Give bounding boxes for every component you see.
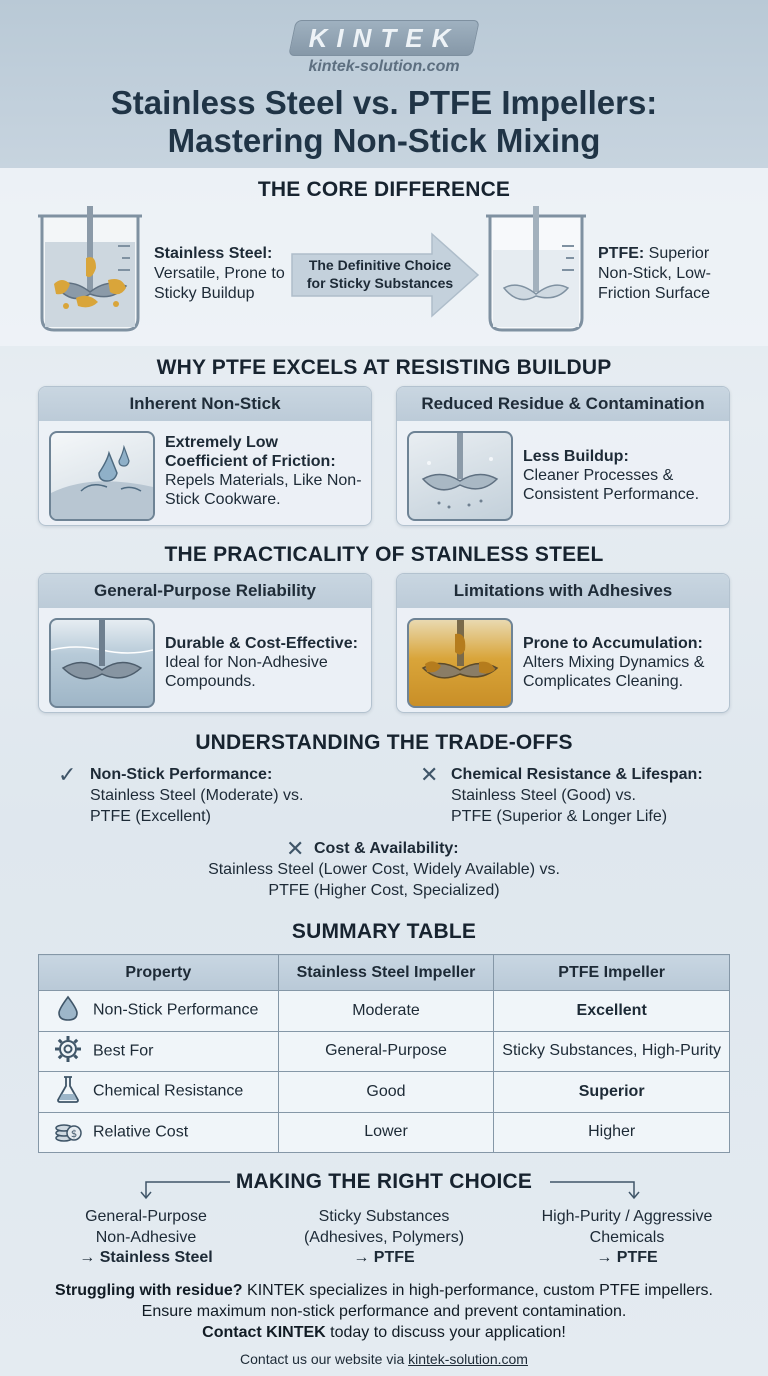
table-header-row xyxy=(39,955,730,991)
water-droplets-illustration xyxy=(49,431,155,521)
card-body xyxy=(165,433,363,509)
card-text: Alters Mixing Dynamics & Complicates Cleaning. xyxy=(523,654,705,690)
tradeoff-line-1: Stainless Steel (Lower Cost, Widely Available) vs. xyxy=(208,861,560,878)
why-heading: WHY PTFE EXCELS AT RESISTING BUILDUP xyxy=(156,356,612,379)
svg-text:$: $ xyxy=(70,1128,78,1140)
card-text: Repels Materials, Like Non-Stick Cookware. xyxy=(165,472,362,508)
card-title: Inherent Non-Stick xyxy=(39,387,371,421)
tradeoff-strong: Cost & Availability: xyxy=(314,840,459,857)
practical-heading: THE PRACTICALITY OF STAINLESS STEEL xyxy=(164,543,604,566)
cta-text: today to discuss your application! xyxy=(330,1324,566,1341)
tradeoff-line-1: Stainless Steel (Moderate) vs. xyxy=(90,787,304,804)
choice-general xyxy=(56,1207,236,1269)
choice-line: Sticky Substances xyxy=(318,1208,450,1225)
arrow-text: The Definitive Choice for Sticky Substances xyxy=(306,257,454,291)
tradeoffs-heading: UNDERSTANDING THE TRADE-OFFS xyxy=(195,731,573,754)
tradeoff-line-2: PTFE (Superior & Longer Life) xyxy=(451,808,668,825)
cta-strong: Struggling with residue? xyxy=(55,1282,243,1299)
cross-icon: ✕ xyxy=(420,762,439,787)
property-cell: $ Relative Cost xyxy=(39,1112,279,1153)
card-strong: Prone to Accumulation: xyxy=(523,635,703,652)
clean-impeller-illustration xyxy=(407,431,513,521)
title-line-2: Mastering Non-Stick Mixing xyxy=(167,122,601,159)
tradeoff-line-2: PTFE (Higher Cost, Specialized) xyxy=(268,882,500,899)
steel-cell: Moderate xyxy=(278,991,494,1032)
header-property: Property xyxy=(39,955,279,991)
summary-table xyxy=(38,954,730,1153)
ptfe-cell: Higher xyxy=(494,1112,730,1153)
cta-text: KINTEK specializes in high-performance, custom PTFE impellers. xyxy=(247,1282,713,1299)
title-line-1: Stainless Steel vs. PTFE Impellers: xyxy=(110,84,658,121)
ptfe-core-strong: PTFE: xyxy=(598,245,645,262)
footer xyxy=(0,1351,768,1367)
card-title: General-Purpose Reliability xyxy=(39,574,371,608)
choice-line: General-Purpose xyxy=(85,1208,207,1225)
brand-logo[interactable]: KINTEK xyxy=(308,23,460,53)
coins-icon xyxy=(43,1116,93,1149)
tradeoff-non-stick xyxy=(90,764,303,827)
card-body xyxy=(165,634,363,691)
choice-result: → PTFE xyxy=(596,1249,658,1266)
choice-result: → PTFE xyxy=(353,1249,415,1266)
steel-core-label xyxy=(154,244,294,304)
property-cell: Non-Stick Performance xyxy=(39,991,279,1032)
card-strong: Durable & Cost-Effective: xyxy=(165,635,358,652)
card-title: Reduced Residue & Contamination xyxy=(397,387,729,421)
ptfe-core-text: Superior Non-Stick, Low-Friction Surface xyxy=(598,245,711,302)
tradeoff-strong: Chemical Resistance & Lifespan: xyxy=(451,766,703,783)
card-strong: Extremely Low Coefficient of Friction: xyxy=(165,434,336,470)
tradeoff-strong: Non-Stick Performance: xyxy=(90,766,273,783)
choice-high-purity xyxy=(522,1207,732,1269)
footer-link[interactable]: kintek-solution.com xyxy=(408,1351,528,1367)
choice-sticky xyxy=(284,1207,484,1269)
cta-line-1 xyxy=(0,1280,768,1301)
table-row xyxy=(39,1072,730,1113)
card-reduced-residue xyxy=(396,386,730,526)
brand-url[interactable]: kintek-solution.com xyxy=(308,58,460,75)
summary-heading: SUMMARY TABLE xyxy=(291,920,477,943)
steel-beaker-illustration xyxy=(36,206,144,334)
card-body xyxy=(523,634,721,691)
table-row xyxy=(39,1112,730,1153)
tradeoff-line-2: PTFE (Excellent) xyxy=(90,808,211,825)
tradeoff-cost-body xyxy=(0,859,768,901)
ptfe-core-label xyxy=(598,244,738,304)
ptfe-beaker-illustration xyxy=(484,206,588,334)
choice-result: → Stainless Steel xyxy=(79,1249,213,1266)
cta-line-2: Ensure maximum non-stick performance and prevent contamination. xyxy=(141,1303,627,1320)
tradeoff-cost-title xyxy=(314,838,459,859)
card-title: Limitations with Adhesives xyxy=(397,574,729,608)
choice-line: (Adhesives, Polymers) xyxy=(303,1228,465,1246)
sticky-impeller-illustration xyxy=(407,618,513,708)
ptfe-cell: Sticky Substances, High-Purity xyxy=(494,1031,730,1072)
header xyxy=(0,0,768,168)
header-ptfe: PTFE Impeller xyxy=(494,955,730,991)
card-text: Cleaner Processes & Consistent Performance. xyxy=(523,467,700,503)
card-inherent-non-stick xyxy=(38,386,372,526)
card-limitations-adhesives xyxy=(396,573,730,713)
cross-icon: ✕ xyxy=(286,836,305,861)
tradeoff-chemical xyxy=(451,764,703,827)
call-to-action xyxy=(0,1280,768,1343)
choice-line: High-Purity / Aggressive xyxy=(541,1208,713,1225)
property-cell: Best For xyxy=(39,1031,279,1072)
ptfe-cell: Superior xyxy=(494,1072,730,1113)
cta-line-3 xyxy=(0,1322,768,1343)
choice-line: Chemicals xyxy=(589,1228,665,1246)
table-row xyxy=(39,1031,730,1072)
check-icon: ✓ xyxy=(58,762,77,787)
choice-heading: MAKING THE RIGHT CHOICE xyxy=(235,1170,533,1193)
choice-line: Non-Adhesive xyxy=(95,1228,197,1246)
steel-cell: Good xyxy=(278,1072,494,1113)
droplet-icon xyxy=(43,995,93,1026)
table-row xyxy=(39,991,730,1032)
card-strong: Less Buildup: xyxy=(523,448,629,465)
steel-cell: General-Purpose xyxy=(278,1031,494,1072)
impeller-in-water-illustration xyxy=(49,618,155,708)
footer-text: Contact us our website via xyxy=(240,1351,405,1367)
card-general-purpose xyxy=(38,573,372,713)
cta-contact[interactable]: Contact KINTEK xyxy=(202,1324,326,1341)
card-text: Ideal for Non-Adhesive Compounds. xyxy=(165,654,328,690)
header-steel: Stainless Steel Impeller xyxy=(278,955,494,991)
steel-core-strong: Stainless Steel: xyxy=(154,245,273,262)
ptfe-cell: Excellent xyxy=(494,991,730,1032)
gear-icon xyxy=(43,1035,93,1068)
steel-core-text: Versatile, Prone to Sticky Buildup xyxy=(154,265,285,302)
tradeoff-line-1: Stainless Steel (Good) vs. xyxy=(451,787,636,804)
flask-icon xyxy=(43,1075,93,1108)
core-heading: THE CORE DIFFERENCE xyxy=(257,178,511,201)
card-body xyxy=(523,447,721,504)
property-cell: Chemical Resistance xyxy=(39,1072,279,1113)
steel-cell: Lower xyxy=(278,1112,494,1153)
page-title xyxy=(0,84,768,160)
